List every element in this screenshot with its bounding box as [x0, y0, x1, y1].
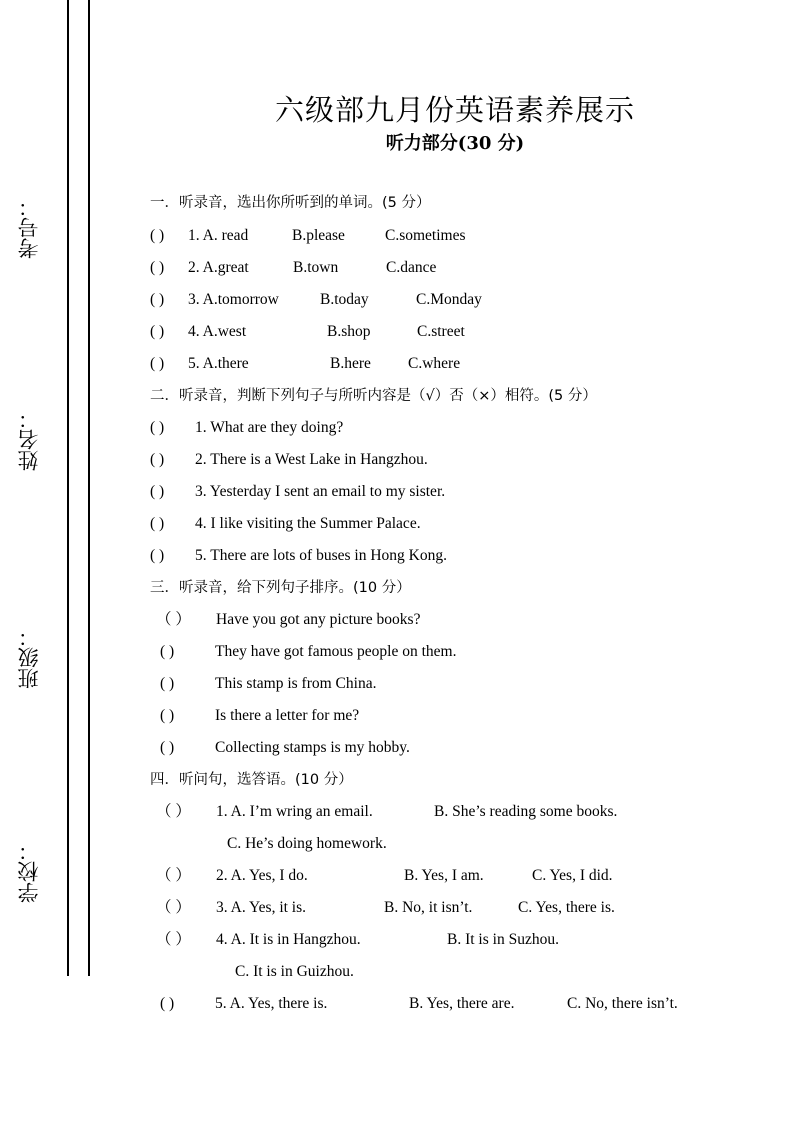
option-c: C. No, there isn’t.: [567, 995, 678, 1012]
answer-blank[interactable]: ( ): [160, 995, 175, 1012]
section1-item-2: [150, 257, 437, 279]
answer-blank[interactable]: ( ): [150, 259, 165, 276]
section3-item-5: [160, 737, 410, 759]
option-c: C. Yes, there is.: [518, 899, 615, 916]
statement-text: 5. There are lots of buses in Hong Kong.: [195, 547, 447, 564]
answer-blank[interactable]: （ ）: [156, 611, 191, 628]
answer-blank[interactable]: ( ): [150, 227, 165, 244]
section2-item-2: [150, 449, 428, 471]
section1-heading: 一．听录音，选出你所听到的单词。(5 分）: [150, 195, 431, 211]
option-a: 3. A. Yes, it is.: [216, 899, 307, 916]
option-a: 4. A. It is in Hangzhou.: [216, 931, 361, 948]
section3-heading: 三．听录音，给下列句子排序。(10 分）: [150, 580, 411, 596]
section3-item-3: [160, 673, 377, 695]
answer-blank[interactable]: ( ): [160, 739, 175, 756]
statement-text: 3. Yesterday I sent an email to my sister.: [195, 483, 446, 500]
option-b: B.town: [293, 259, 339, 276]
option-a: 2. A.great: [188, 259, 249, 276]
section4-item-1-option-c: C. He’s doing homework.: [227, 835, 387, 852]
statement-text: 4. I like visiting the Summer Palace.: [195, 515, 421, 532]
statement-text: 2. There is a West Lake in Hangzhou.: [195, 451, 428, 468]
answer-blank[interactable]: ( ): [160, 675, 175, 692]
option-b: B. Yes, there are.: [409, 995, 515, 1012]
exam-number-label: 考号：: [17, 196, 41, 259]
answer-blank[interactable]: ( ): [150, 355, 165, 372]
sentence-text: They have got famous people on them.: [215, 643, 457, 660]
option-c: C.street: [417, 323, 465, 340]
option-c: C. Yes, I did.: [532, 867, 613, 884]
school-label: 学校：: [17, 840, 41, 903]
answer-blank[interactable]: （ ）: [156, 803, 191, 820]
option-b: B. It is in Suzhou.: [447, 931, 559, 948]
section3-item-4: [160, 705, 360, 727]
section1-item-5: [150, 353, 461, 375]
option-a: 3. A.tomorrow: [188, 291, 279, 308]
page-subtitle: 听力部分(30 分): [385, 133, 525, 154]
answer-blank[interactable]: ( ): [150, 515, 165, 532]
section2-heading: 二．听录音，判断下列句子与所听内容是（√）否（×）相符。(5 分）: [150, 388, 597, 404]
sentence-text: Is there a letter for me?: [215, 707, 360, 724]
section4-item-4: [156, 929, 559, 951]
option-b: B.today: [320, 291, 369, 308]
statement-text: 1. What are they doing?: [195, 419, 344, 436]
option-a: 2. A. Yes, I do.: [216, 867, 308, 884]
answer-blank[interactable]: ( ): [150, 291, 165, 308]
section1-item-3: [150, 289, 482, 311]
option-b: B. Yes, I am.: [404, 867, 484, 884]
option-c: C.sometimes: [385, 227, 466, 244]
section4-heading: 四．听问句，选答语。(10 分）: [150, 772, 353, 788]
section3-item-1: [156, 609, 421, 631]
section2-item-1: [150, 417, 344, 439]
sentence-text: Have you got any picture books?: [216, 611, 421, 628]
answer-blank[interactable]: ( ): [150, 419, 165, 436]
section3-item-2: [160, 641, 457, 663]
option-b: B.shop: [327, 323, 371, 340]
option-a: 5. A.there: [188, 355, 249, 372]
answer-blank[interactable]: ( ): [150, 483, 165, 500]
class-label: 班级：: [17, 626, 41, 689]
answer-blank[interactable]: ( ): [160, 643, 175, 660]
option-a: 4. A.west: [188, 323, 247, 340]
option-b: B. She’s reading some books.: [434, 803, 618, 820]
option-b: B.here: [330, 355, 371, 372]
binding-line-outer: [67, 0, 69, 976]
option-b: B.please: [292, 227, 345, 244]
option-c: C.Monday: [416, 291, 482, 308]
section2-item-3: [150, 481, 446, 503]
answer-blank[interactable]: ( ): [150, 451, 165, 468]
section1-item-4: [150, 321, 465, 343]
section4-item-5: [160, 993, 678, 1015]
section2-item-4: [150, 513, 421, 535]
name-label: 姓名：: [17, 408, 41, 471]
answer-blank[interactable]: （ ）: [156, 931, 191, 948]
sentence-text: This stamp is from China.: [215, 675, 377, 692]
option-c: C.dance: [386, 259, 437, 276]
answer-blank[interactable]: ( ): [150, 323, 165, 340]
answer-blank[interactable]: ( ): [160, 707, 175, 724]
section4-item-1: [156, 801, 618, 823]
option-a: 1. A. read: [188, 227, 249, 244]
sentence-text: Collecting stamps is my hobby.: [215, 739, 410, 756]
option-a: 1. A. I’m wring an email.: [216, 803, 373, 820]
section4-item-3: [156, 897, 615, 919]
page-title: 六级部九月份英语素养展示: [274, 93, 635, 127]
binding-line-inner: [88, 0, 90, 976]
section2-item-5: [150, 545, 447, 567]
answer-blank[interactable]: ( ): [150, 547, 165, 564]
section4-item-4-option-c: C. It is in Guizhou.: [235, 963, 354, 980]
option-b: B. No, it isn’t.: [384, 899, 473, 916]
section1-item-1: [150, 225, 466, 247]
answer-blank[interactable]: （ ）: [156, 867, 191, 884]
option-c: C.where: [408, 355, 461, 372]
option-a: 5. A. Yes, there is.: [215, 995, 328, 1012]
section4-item-2: [156, 865, 613, 887]
answer-blank[interactable]: （ ）: [156, 899, 191, 916]
